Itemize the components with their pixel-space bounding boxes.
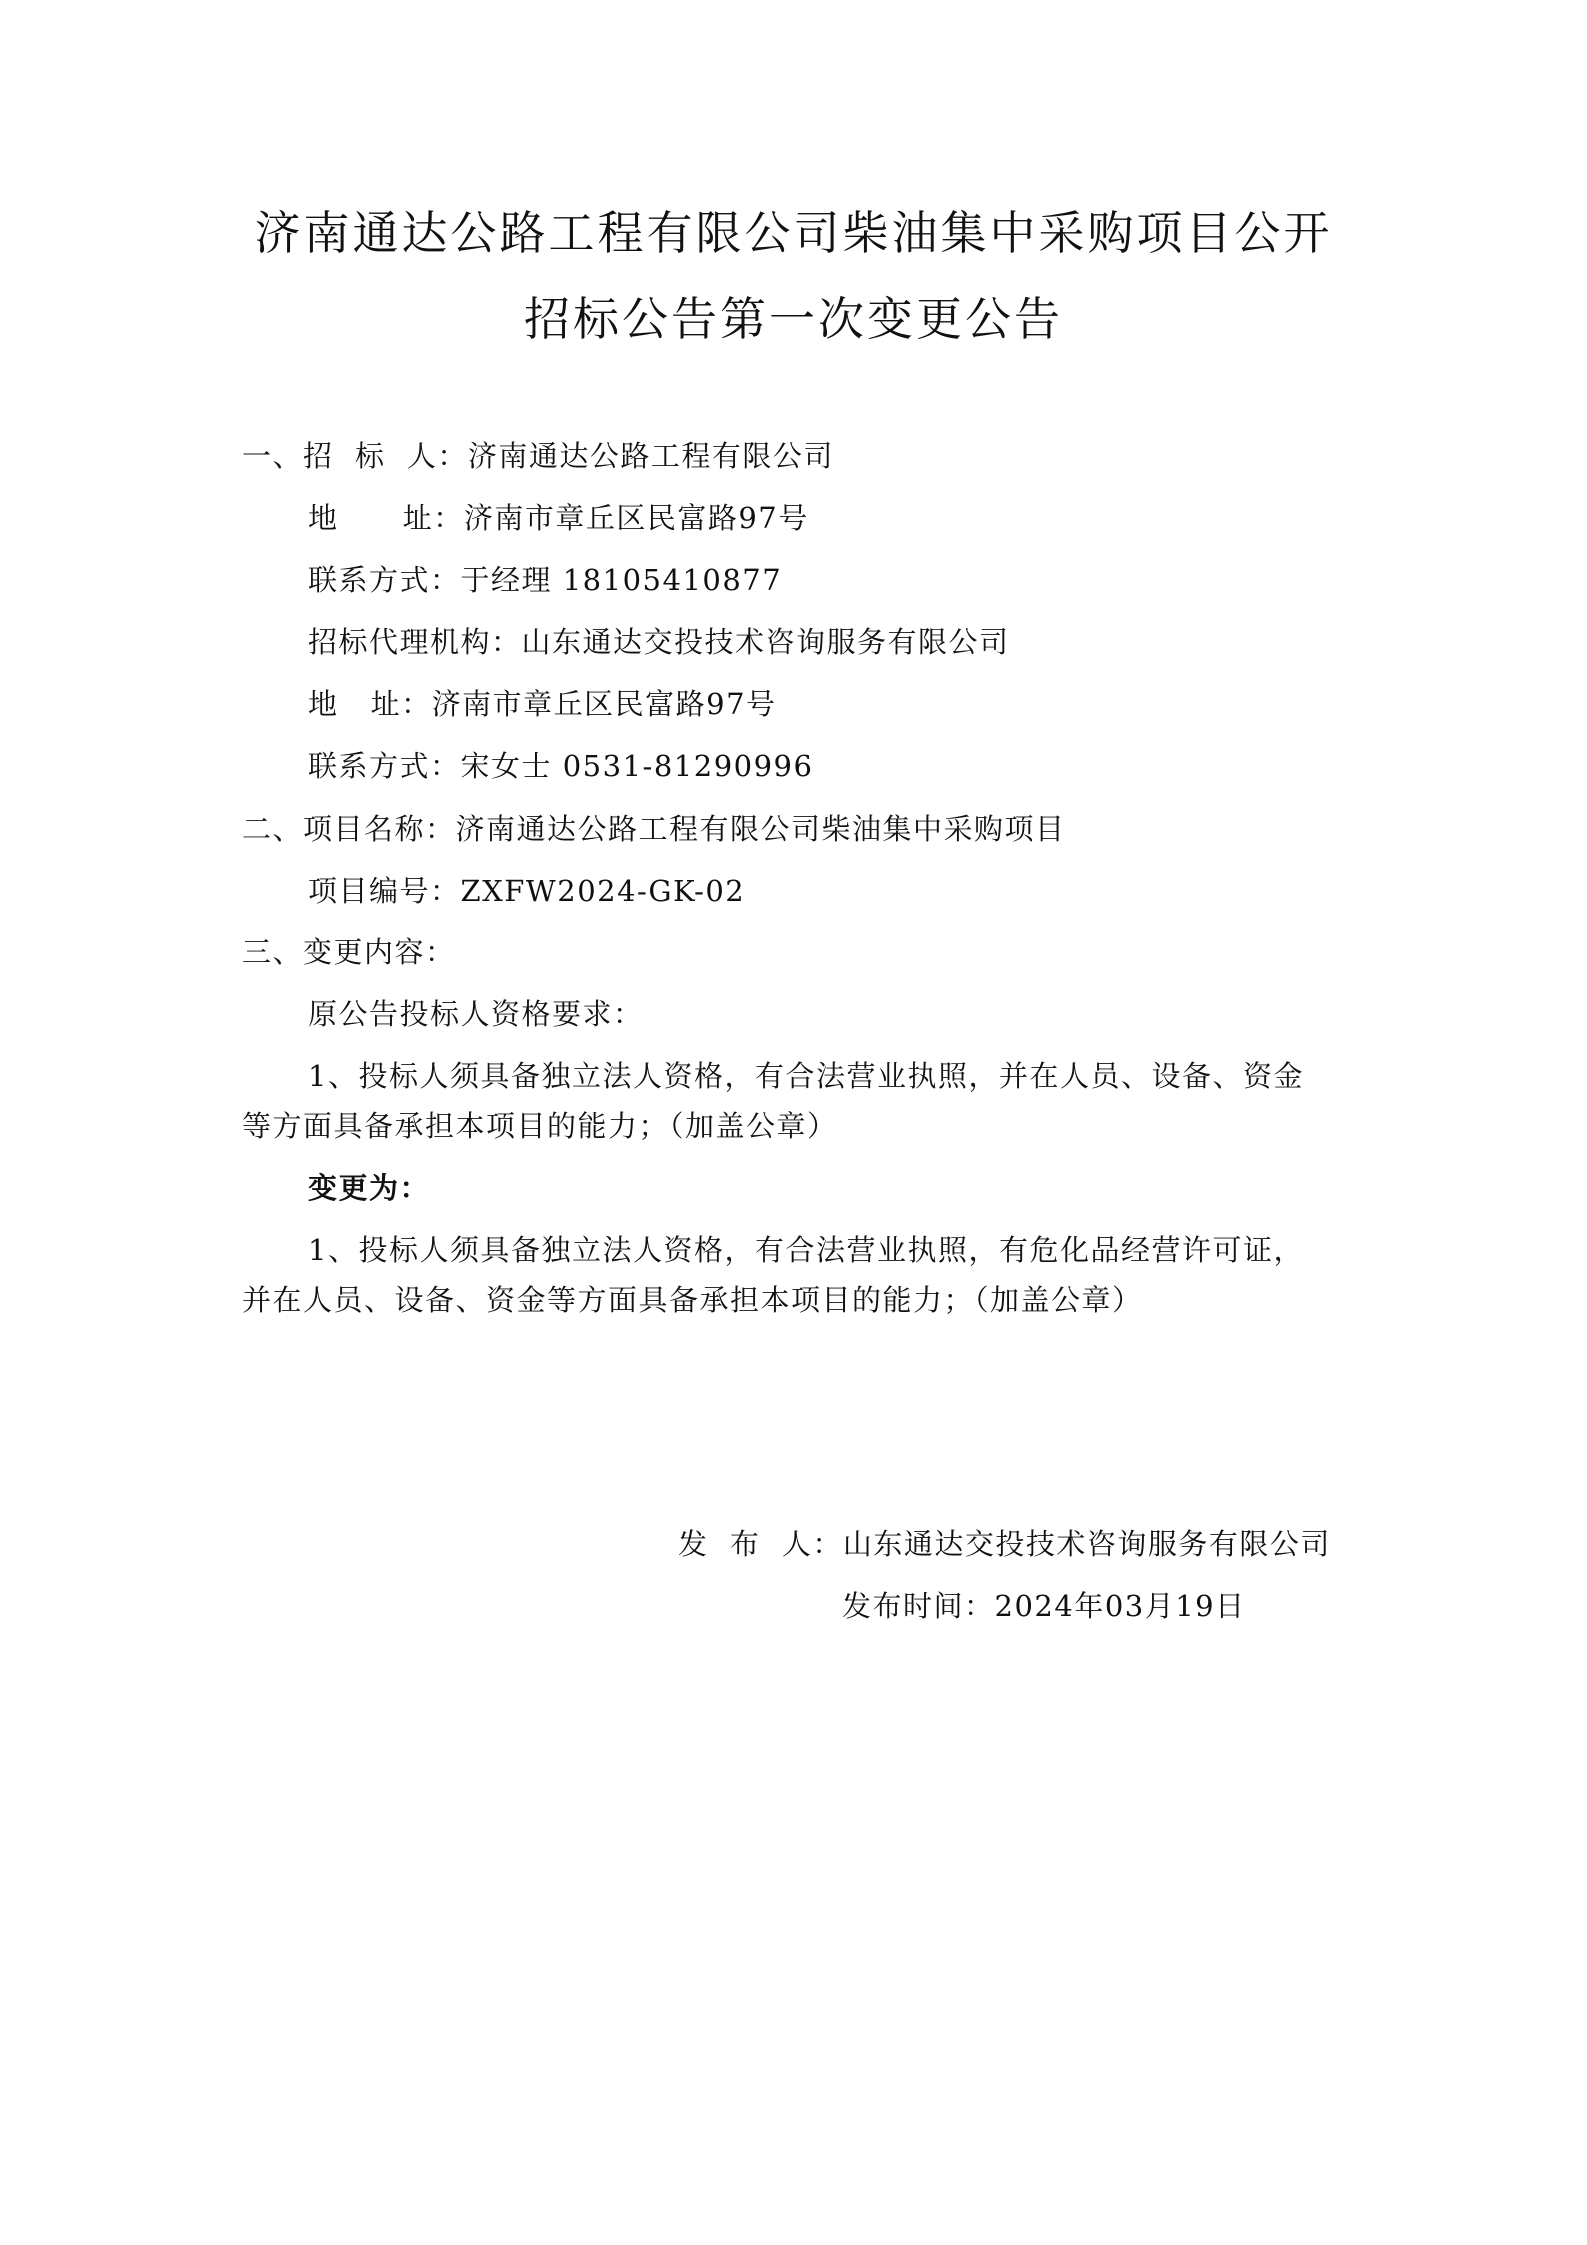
- agency-address-value: 济南市章丘区民富路97号: [431, 687, 777, 721]
- tenderer-contact-value: 于经理 18105410877: [460, 563, 783, 597]
- project-name-label: 项目名称：: [303, 812, 456, 846]
- agency-row: [308, 625, 1010, 659]
- agency-address-row: [308, 687, 777, 721]
- publisher-value: 山东通达交投技术咨询服务有限公司: [842, 1527, 1331, 1561]
- project-name-value: 济南通达公路工程有限公司柴油集中采购项目: [455, 812, 1066, 846]
- project-name-row: [242, 812, 1066, 846]
- publisher-label: 发 布 人：: [678, 1527, 843, 1561]
- agency-address-label: 地 址：: [308, 687, 432, 721]
- agency-contact-label: 联系方式：: [308, 749, 461, 783]
- section3-prefix: 三、: [242, 935, 304, 969]
- publish-date-row: [842, 1589, 1246, 1623]
- tenderer-contact-row: [308, 563, 783, 597]
- tenderer-address-value: 济南市章丘区民富路97号: [463, 501, 809, 535]
- document-title-line2: 招标公告第一次变更公告: [524, 292, 1063, 346]
- agency-contact-value: 宋女士 0531-81290996: [460, 749, 814, 783]
- tenderer-row: [242, 439, 834, 473]
- agency-contact-row: [308, 749, 814, 783]
- tenderer-address-row: [308, 501, 809, 535]
- project-number-row: [308, 874, 746, 908]
- agency-value: 山东通达交投技术咨询服务有限公司: [521, 625, 1010, 659]
- tenderer-address-label: 地 址：: [308, 501, 464, 535]
- change-content-label: 变更内容：: [303, 935, 456, 969]
- tenderer-value: 济南通达公路工程有限公司: [467, 439, 834, 473]
- changed-requirement-heading: 变更为：: [308, 1171, 431, 1205]
- original-requirement-heading: 原公告投标人资格要求：: [308, 997, 644, 1031]
- publish-date-label: 发布时间：: [842, 1589, 995, 1623]
- tenderer-label: 招 标 人：: [303, 439, 468, 473]
- original-requirement-line1: 1、投标人须具备独立法人资格，有合法营业执照，并在人员、设备、资金: [308, 1059, 1304, 1093]
- project-number-value: ZXFW2024-GK-02: [460, 874, 746, 908]
- publisher-row: [678, 1527, 1331, 1561]
- tenderer-contact-label: 联系方式：: [308, 563, 461, 597]
- section1-prefix: 一、: [242, 439, 304, 473]
- publish-date-value: 2024年03月19日: [994, 1589, 1246, 1623]
- agency-label: 招标代理机构：: [308, 625, 522, 659]
- document-title-line1: 济南通达公路工程有限公司柴油集中采购项目公开: [254, 206, 1333, 260]
- section2-prefix: 二、: [242, 812, 304, 846]
- original-requirement-line2: 等方面具备承担本项目的能力；（加盖公章）: [242, 1109, 838, 1143]
- project-number-label: 项目编号：: [308, 874, 461, 908]
- changed-requirement-line2: 并在人员、设备、资金等方面具备承担本项目的能力；（加盖公章）: [242, 1283, 1143, 1317]
- changed-requirement-line1: 1、投标人须具备独立法人资格，有合法营业执照，有危化品经营许可证，: [308, 1233, 1304, 1267]
- change-content-heading: [242, 935, 456, 969]
